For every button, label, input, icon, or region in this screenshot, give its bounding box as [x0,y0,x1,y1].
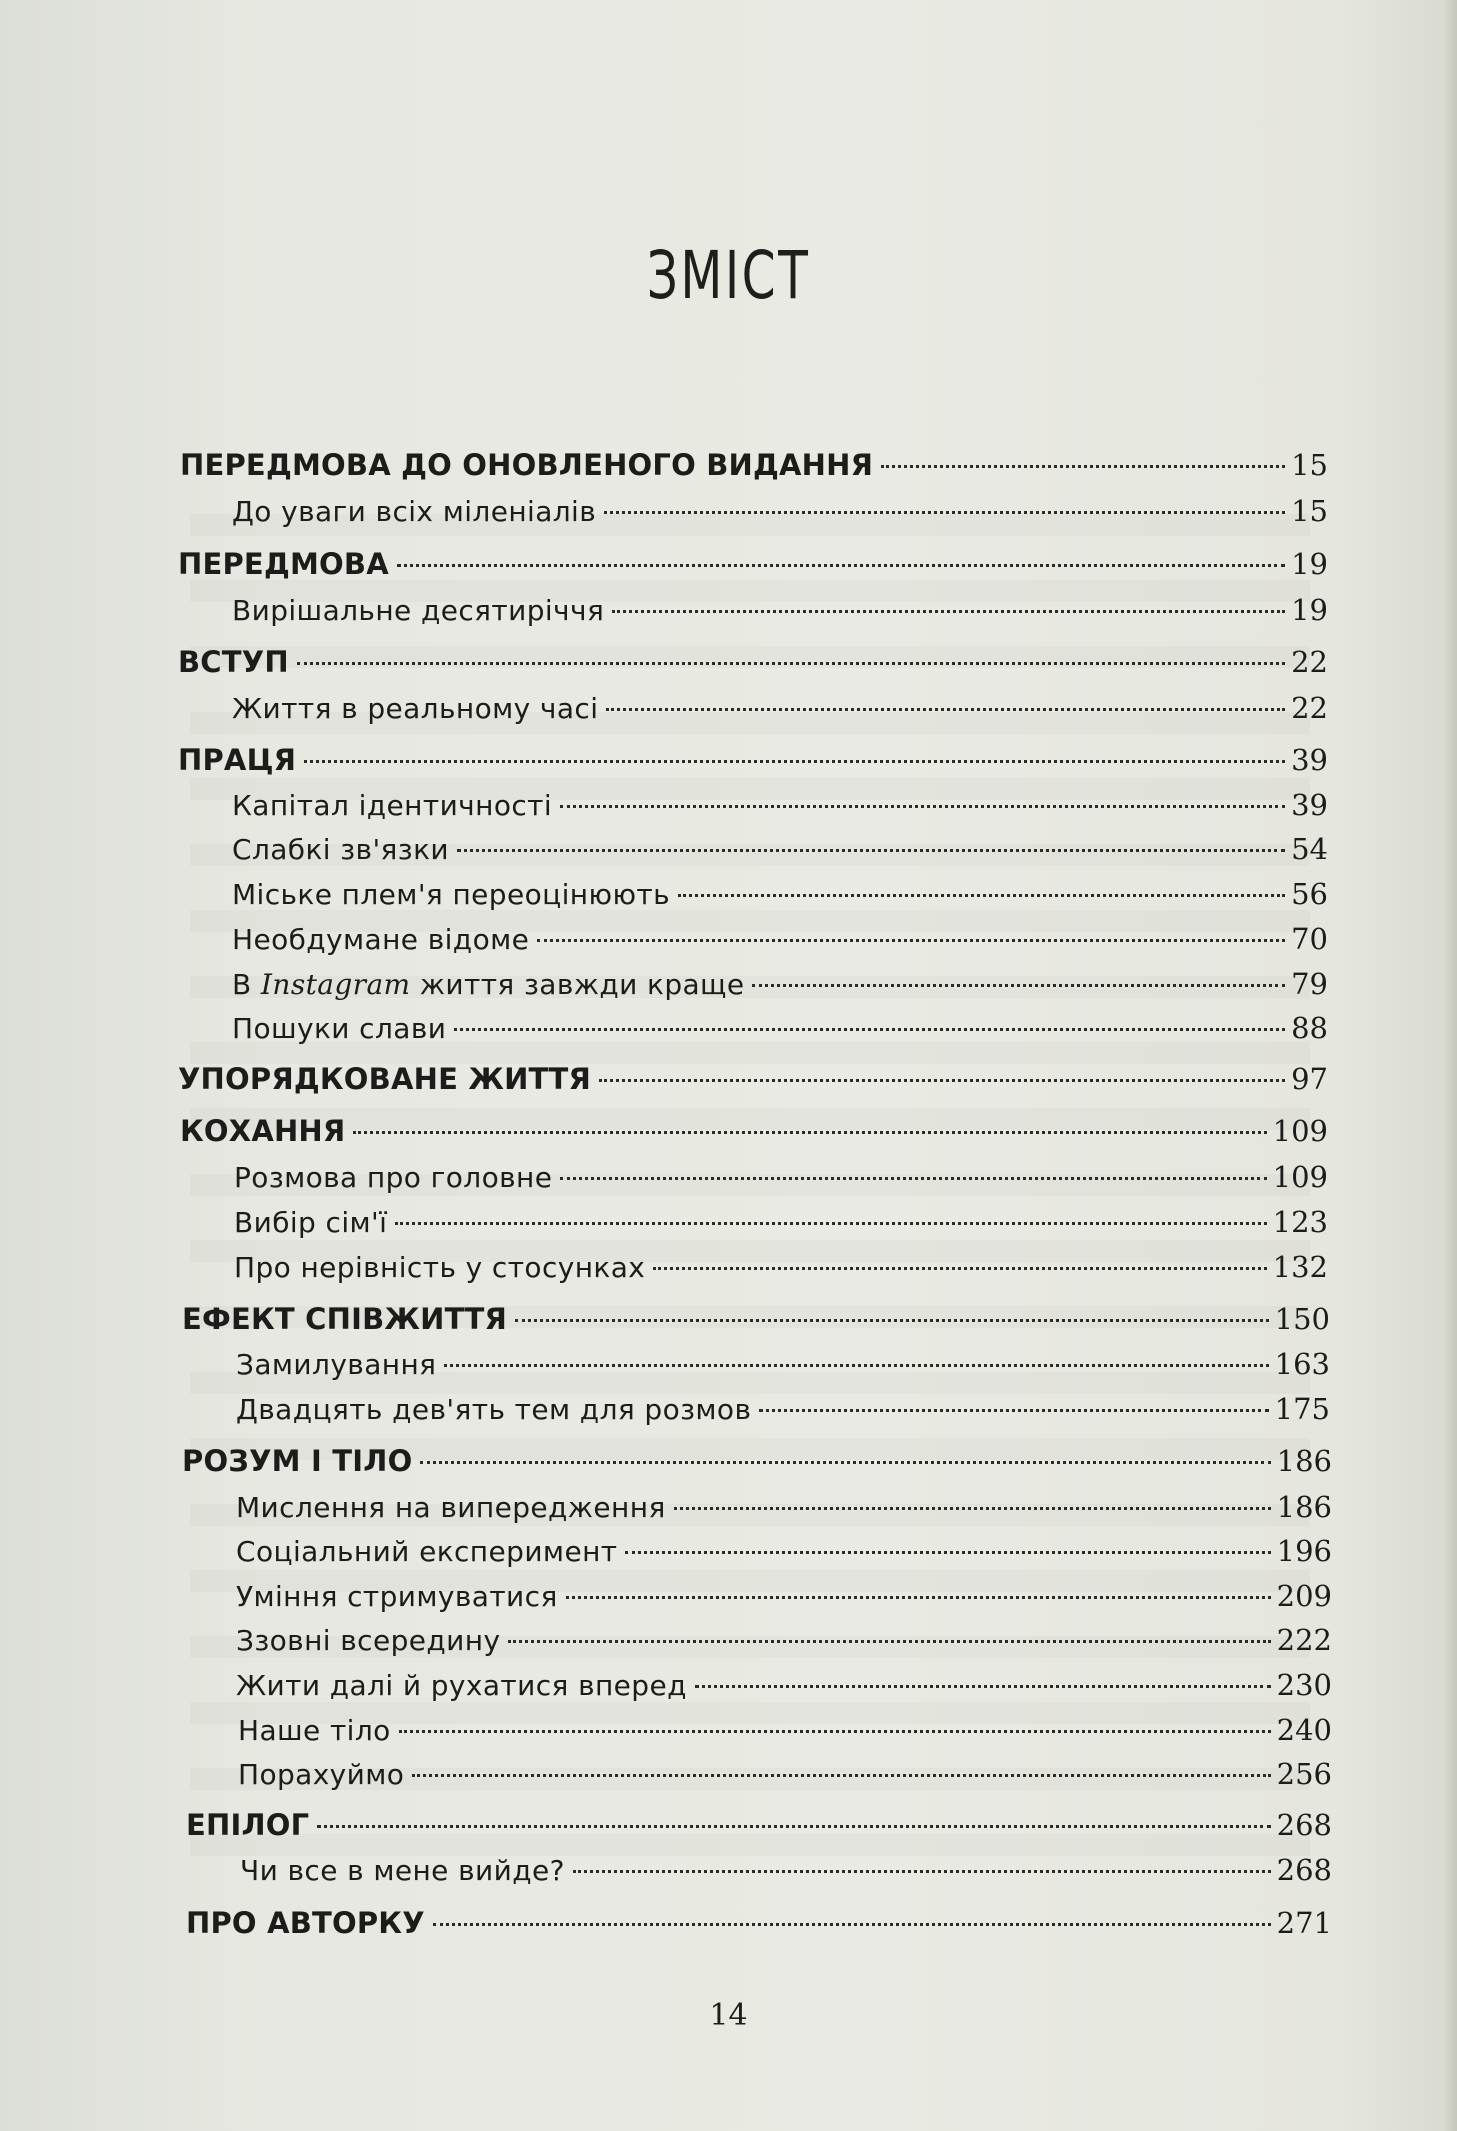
toc-entry [236,1490,1332,1530]
toc-entry-label [232,968,744,1001]
toc-entry [178,743,1328,783]
toc-entry-page: 97 [1291,1062,1328,1096]
toc-entry-label: Мислення на випередження [236,1491,666,1524]
toc-entry-page: 256 [1276,1757,1332,1791]
toc-leader-dots [606,708,1285,711]
toc-entry [186,1808,1332,1848]
toc-entry [234,1250,1328,1290]
toc-entry-page: 39 [1291,788,1328,822]
toc-entry-label: Пошуки слави [232,1012,447,1045]
page-number: 14 [709,1998,748,2033]
toc-entry [236,1668,1332,1708]
toc-leader-dots [752,984,1285,987]
toc-entry-page: 109 [1272,1160,1328,1194]
toc-entry-page: 19 [1291,547,1328,581]
toc-entry [232,593,1328,633]
toc-entry [234,1160,1328,1200]
toc-entry-label: До уваги всіх міленіалів [232,495,597,528]
toc-entry-label: ПЕРЕДМОВА [178,547,389,581]
toc-entry-page: 268 [1276,1808,1332,1842]
toc-entry-label: Соціальний експеримент [236,1535,618,1568]
toc-entry-label: Уміння стримуватися [236,1580,558,1613]
toc-entry-label: Міське плем'я переоцінюють [232,878,671,911]
toc-entry-page: 271 [1276,1906,1332,1940]
toc-entry-label: Життя в реальному часі [232,692,599,725]
toc-leader-dots [674,1507,1271,1510]
toc-leader-dots [537,939,1285,942]
toc-entry-page: 132 [1272,1250,1328,1284]
toc-entry-page: 56 [1291,877,1328,911]
toc-entry-label: ПРО АВТОРКУ [186,1906,425,1940]
toc-entry-label: Жити далі й рухатися вперед [236,1669,687,1702]
toc-entry [180,448,1328,488]
toc-entry [236,1392,1330,1432]
toc-entry-label: ЕФЕКТ СПІВЖИТТЯ [182,1302,508,1336]
toc-entry [232,877,1328,917]
toc-leader-dots [695,1685,1271,1688]
toc-entry [178,1062,1328,1102]
toc-entry-page: 19 [1291,593,1328,627]
toc-leader-dots [399,1730,1271,1733]
toc-leader-dots [881,465,1285,468]
toc-leader-dots [678,894,1285,897]
toc-entry-page: 163 [1274,1347,1330,1381]
toc-entry [182,1302,1330,1342]
toc-leader-dots [395,1222,1266,1225]
toc-entry-page: 109 [1272,1114,1328,1148]
toc-leader-dots [297,662,1285,665]
toc-leader-dots [454,1028,1285,1031]
toc-entry-page: 54 [1291,832,1328,866]
toc-entry-page: 230 [1276,1668,1332,1702]
toc-entry-label: КОХАННЯ [180,1114,346,1148]
toc-entry-label: УПОРЯДКОВАНЕ ЖИТТЯ [178,1062,592,1096]
toc-entry [232,1011,1328,1051]
toc-entry-label: ВСТУП [178,645,289,679]
toc-entry [232,691,1328,731]
toc-leader-dots [653,1267,1266,1270]
toc-entry [186,1906,1332,1946]
toc-entry-page: 79 [1291,967,1328,1001]
toc-leader-dots [304,760,1285,763]
toc-entry [238,1757,1332,1797]
toc-entry-page: 175 [1274,1392,1330,1426]
toc-entry-page: 15 [1291,494,1328,528]
toc-entry-label: Чи все в мене вийде? [240,1854,565,1887]
toc-entry [232,494,1328,534]
toc-entry-page: 150 [1274,1302,1330,1336]
toc-leader-dots [397,564,1285,567]
toc-leader-dots [508,1640,1270,1643]
toc-entry [178,547,1328,587]
toc-entry-page: 222 [1276,1623,1332,1657]
toc-leader-dots [759,1409,1268,1412]
toc-leader-dots [515,1319,1269,1322]
toc-entry-label: ПРАЦЯ [178,743,297,777]
toc-entry-page: 15 [1291,448,1328,482]
toc-entry-label-suffix: життя завжди краще [410,968,745,1001]
toc-entry-page: 186 [1276,1444,1332,1478]
toc-leader-dots [604,511,1285,514]
toc-entry-page: 70 [1291,922,1328,956]
toc-entry-label: Наше тіло [238,1714,391,1747]
toc-leader-dots [573,1870,1271,1873]
toc-entry-page: 196 [1276,1534,1332,1568]
toc-entry-label: ПЕРЕДМОВА ДО ОНОВЛЕНОГО ВИДАННЯ [180,448,874,482]
toc-entry-label: Двадцять дев'ять тем для розмов [236,1393,752,1426]
toc-leader-dots [412,1774,1270,1777]
toc-entry-label: Капітал ідентичності [232,789,553,822]
toc-entry [236,1623,1332,1663]
toc-leader-dots [457,849,1285,852]
toc-entry [238,1713,1332,1753]
toc-entry-label: Замилування [236,1348,437,1381]
toc-leader-dots [599,1079,1285,1082]
toc-leader-dots [612,610,1285,613]
page-title: ЗМІСТ [646,237,811,315]
toc-entry-page: 268 [1276,1853,1332,1887]
toc-entry-label: РОЗУМ І ТІЛО [182,1444,413,1478]
toc-leader-dots [444,1364,1268,1367]
toc-entry-label: Вирішальне десятиріччя [232,594,605,627]
toc-entry-page: 39 [1291,743,1328,777]
toc-leader-dots [560,1177,1266,1180]
toc-entry [232,788,1328,828]
toc-entry-page: 22 [1291,691,1328,725]
toc-entry [182,1444,1332,1484]
toc-entry [236,1534,1332,1574]
toc-entry [180,1114,1328,1154]
toc-entry-page: 123 [1272,1205,1328,1239]
toc-entry-label: Необдумане відоме [232,923,530,956]
toc-entry [240,1853,1332,1893]
toc-entry-label: Порахуймо [238,1758,405,1791]
toc-entry-label: ЕПІЛОГ [186,1808,310,1842]
toc-leader-dots [625,1551,1270,1554]
toc-entry-page: 186 [1276,1490,1332,1524]
toc-entry-label: Про нерівність у стосунках [234,1251,646,1284]
toc-entry [232,832,1328,872]
toc-entry-page: 209 [1276,1579,1332,1613]
toc-entry [236,1347,1330,1387]
page-edge-shadow [1443,0,1457,2131]
toc-entry [232,922,1328,962]
toc-entry-label-prefix: В [232,968,261,1001]
toc-leader-dots [420,1461,1270,1464]
toc-entry [178,645,1328,685]
toc-entry-page: 22 [1291,645,1328,679]
toc-entry [232,967,1328,1007]
toc-entry-page: 88 [1291,1011,1328,1045]
toc-leader-dots [433,1923,1271,1926]
toc-entry-label: Ззовні всередину [236,1624,501,1657]
toc-entry-label: Вибір сім'ї [234,1206,388,1239]
toc-leader-dots [566,1596,1271,1599]
toc-entry [234,1205,1328,1245]
toc-entry-label-italic: Instagram [260,968,411,1001]
toc-entry [236,1579,1332,1619]
toc-entry-label: Слабкі зв'язки [232,833,449,866]
toc-leader-dots [560,805,1285,808]
toc-entry-page: 240 [1276,1713,1332,1747]
toc-leader-dots [353,1131,1266,1134]
toc-entry-label: Розмова про головне [234,1161,553,1194]
toc-leader-dots [317,1825,1270,1828]
